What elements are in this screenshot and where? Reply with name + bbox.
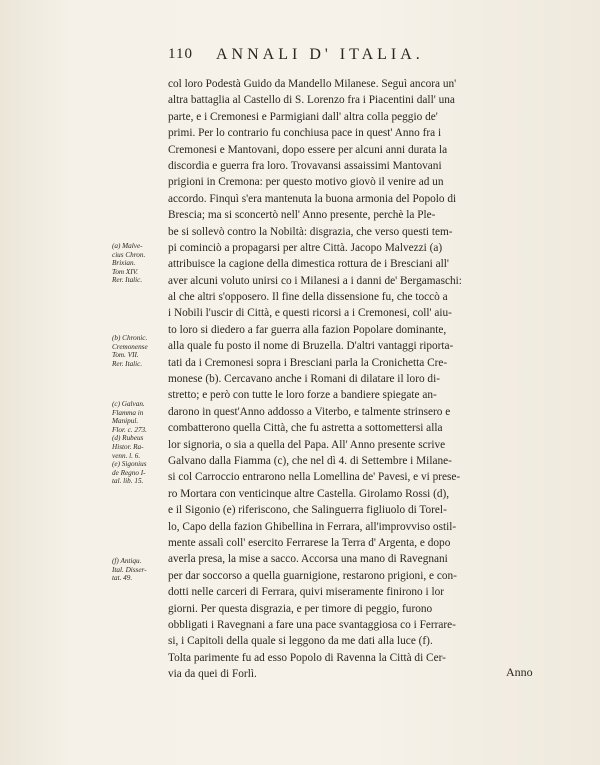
side-note-line: venn. l. 6. [112, 451, 141, 460]
text-line: dotti nelle carceri di Ferrara, quivi miseramente finirono i lor [168, 586, 445, 599]
text-line: i Nobili l'uscir di Città, e questi ricorsi a i Cremonesi, coll' aiu- [168, 307, 452, 320]
side-note-line: (d) Rubeus [112, 434, 144, 443]
text-line: discordia e guerra fra loro. Trovavansi assaissimi Mantovani [168, 159, 442, 172]
text-line: lo, Capo della fazion Ghibellina in Ferrara, all'improvviso ostil- [168, 520, 457, 533]
text-line: combatterono quella Città, che fu astretta a sottomettersi alla [168, 422, 443, 435]
side-note-line: Brixian. [112, 259, 136, 268]
side-note-line: Flamma in [112, 408, 144, 417]
text-line: Brescia; ma si sconcertò nell' Anno presente, perchè la Ple- [168, 209, 436, 222]
text-line: col loro Podestà Guido da Mandello Milanese. Seguì ancora un' [168, 78, 457, 90]
side-note-line: Tom. VII. [112, 351, 139, 360]
text-line: attribuisce la cagione della dimestica rottura de i Bresciani all' [168, 258, 449, 271]
page-number: 110 [168, 46, 193, 62]
main-text [168, 76, 498, 682]
side-note-line: (f) Antiqu. [112, 557, 142, 565]
text-line: darono in quest'Anno addosso a Viterbo, e talmente strinsero e [168, 405, 451, 418]
side-note-line: tal. lib. 15. [112, 477, 144, 486]
text-line: aver alcuni voluto unirsi co i Milanesi a i danni de' Bergamaschi: [168, 274, 462, 287]
text-line: obbligati i Ravegnani a fare una pace svantaggiosa co i Ferrare- [168, 618, 456, 631]
text-line: al che altri s'opposero. Il fine della dissensione fu, che toccò a [168, 291, 448, 304]
side-note-line: tat. 49. [112, 574, 133, 583]
side-note-line: Histor. Ra- [112, 442, 144, 451]
text-line: mente assalì coll' esercito Ferrarese la Terra d' Argenta, e dopo [168, 536, 451, 549]
text-line: to loro si diedero a far guerra alla fazion Popolare dominante, [168, 323, 447, 336]
text-line: tati da i Cremonesi sopra i Bresciani parla la Cronichetta Cre- [168, 356, 448, 369]
page-header [168, 46, 498, 68]
text-line: lor signoria, o sia a quella del Papa. All' Anno presente scrive [168, 438, 446, 451]
side-note-line: Tom XIV. [112, 267, 138, 276]
side-note-line: de Regno I- [112, 468, 146, 477]
side-note-line: (c) Galvan. [112, 400, 145, 408]
side-note-line: Manipul. [112, 417, 139, 426]
side-note-line: Rer. Italic. [112, 276, 143, 285]
text-line: stretto; e però con tutte le loro forze a bandiere spiegate an- [168, 389, 437, 402]
side-note [112, 557, 170, 583]
side-note [112, 334, 170, 368]
text-line: giorni. Per questa disgrazia, e per timore di peggio, furono [168, 602, 433, 615]
side-note-line: Flor. c. 273. [112, 425, 147, 434]
text-line: averla presa, la mise a sacco. Accorsa una mano di Ravegnani [168, 553, 448, 566]
side-note-line: Ital. Disser- [112, 565, 147, 574]
side-note-line: (e) Sigonius [112, 460, 147, 469]
text-line: pi cominciò a propagarsi per altre Città. Jacopo Malvezzi (a) [168, 241, 443, 254]
text-line: via da quei di Forlì. [168, 668, 257, 681]
text-line: si, i Capitoli della quale si leggono da me dati alla luce (f). [168, 635, 433, 648]
text-line: per dar soccorso a quella guarnigione, restarono prigioni, e con- [168, 569, 457, 582]
side-note [112, 242, 170, 285]
text-line: si col Carroccio entrarono nella Lomellina de' Pavesi, e vi prese- [168, 471, 461, 484]
catchword: Anno [506, 665, 533, 679]
text-line: be si sollevò contro la Nobiltà: disgrazia, che verso questi tem- [168, 225, 453, 238]
side-note-line: Rer. Italic. [112, 359, 143, 368]
text-line: monese (b). Cercavano anche i Romani di dilatare il loro di- [168, 373, 440, 386]
text-line: altra battaglia al Castello di S. Lorenzo fra i Piacentini dall' una [168, 94, 455, 107]
side-note [112, 400, 170, 486]
text-line: primi. Per lo contrario fu conchiusa pace in quest' Anno fra i [168, 127, 442, 140]
text-line: alla quale fu posto il nome di Bruzella. D'altri vantaggi riporta- [168, 340, 454, 353]
text-line: Tolta parimente fu ad esso Popolo di Ravenna la Città di Cer- [168, 651, 446, 664]
running-title: ANNALI D' ITALIA. [216, 46, 424, 63]
side-note-line: Cremonense [112, 342, 148, 351]
text-line: accordo. Finquì s'era mantenuta la buona armonia del Popolo di [168, 192, 457, 205]
text-line: ro Mortara con venticinque altre Castella. Girolamo Rossi (d), [168, 487, 450, 500]
text-line: prigioni in Cremona: per questo motivo giovò il venire ad un [168, 176, 444, 189]
side-note-line: cius Chron. [112, 250, 146, 259]
side-note-line: (a) Malve- [112, 242, 143, 250]
text-line: Galvano dalla Fiamma (c), che nel dì 4. di Settembre i Milane- [168, 454, 452, 467]
side-note-line: (b) Chronic. [112, 334, 148, 342]
text-line: e il Sigonio (e) riferiscono, che Salinguerra figliuolo di Torel- [168, 504, 447, 517]
text-line: parte, e i Cremonesi e Parmigiani dall' altra colla peggio de' [168, 110, 438, 123]
text-line: Cremonesi e Mantovani, dopo essere per alcuni anni durata la [168, 143, 448, 156]
